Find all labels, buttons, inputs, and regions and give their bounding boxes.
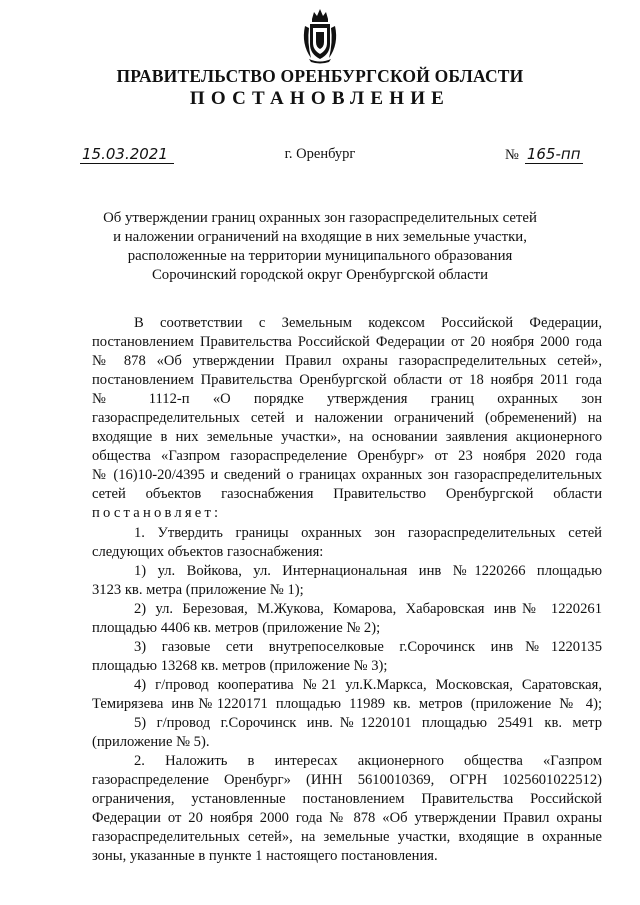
body-line: газораспределительных сетей и наложении ограничений (обременений) на: [92, 410, 602, 427]
body-line: общества «Газпром газораспределение Оренбург» от 23 ноября 2020 года: [92, 448, 602, 465]
decree-city: г. Оренбург: [284, 146, 356, 162]
decree-title: [80, 209, 560, 285]
title-line: Об утверждении границ охранных зон газораспределительных сетей: [103, 210, 537, 226]
body-line: сетей объектов газоснабжения Правительство Оренбургской области: [92, 486, 602, 503]
item-line: 3123 кв. метра (приложение № 1);: [92, 581, 304, 598]
body-line: входящие в них земельные участки», на основании заявления акционерного: [92, 429, 602, 446]
item-line: 5) г/провод г.Сорочинск инв.№1220101 площадью 25491 кв. метр: [134, 714, 602, 731]
clause-2-line: газораспределение Оренбург» (ИНН 5610010369, ОГРН 1025601022512): [92, 772, 602, 789]
title-line: расположенные на территории муниципального образования: [127, 248, 513, 264]
body-line: № 1112-п «О порядке утверждения границ охранных зон: [92, 391, 602, 408]
item-line: площадью 13268 кв. метров (приложение № 3);: [92, 657, 388, 674]
item-line: (приложение № 5).: [92, 734, 210, 751]
body-line: № 878 «Об утверждении Правил охраны газораспределительных сетей»,: [92, 353, 602, 370]
decree-body: [92, 314, 602, 866]
item-line: 2) ул. Березовая, М.Жукова, Комарова, Хабаровская инв№ 1220261: [134, 600, 602, 617]
item-line: 3) газовые сети внутрепоселковые г.Сорочинск инв№1220135: [134, 638, 602, 655]
body-line-resolves: постановляет:: [92, 505, 222, 522]
item-line: Темирязева инв№1220171 площадью 11989 кв. метров (приложение № 4);: [92, 695, 602, 712]
body-line: В соответствии с Земельным кодексом Российской Федерации,: [134, 315, 602, 331]
clause-2-line: Федерации от 20 ноября 2000 года № 878 «Об утверждении Правил охраны: [92, 810, 602, 827]
document-type: ПОСТАНОВЛЕНИЕ: [189, 88, 451, 109]
body-line: постановлением Правительства Российской Федерации от 20 ноября 2000 года: [92, 334, 602, 351]
clause-1-line: 1. Утвердить границы охранных зон газораспределительных сетей: [134, 524, 602, 541]
title-line: и наложении ограничений на входящие в них земельные участки,: [113, 229, 527, 245]
title-line: Сорочинский городской округ Оренбургской области: [151, 267, 489, 283]
date-value: 15.03.2021: [80, 146, 174, 164]
item-line: площадью 4406 кв. метров (приложение № 2);: [92, 619, 381, 636]
item-line: 1) ул. Войкова, ул. Интернациональная инв №1220266 площадью: [134, 562, 602, 579]
clause-2-line: 2. Наложить в интересах акционерного общества «Газпром: [134, 753, 602, 770]
body-line: постановлением Правительства Оренбургской области от 18 ноября 2011 года: [92, 372, 602, 389]
clause-2-line: газораспределительных сетей», на земельные участки, входящие в охранные: [92, 829, 602, 846]
decree-number: [505, 146, 583, 164]
clause-2-line: зоны, указанные в пункте 1 настоящего постановления.: [92, 848, 438, 865]
body-line: № (16)10-20/4395 и сведений о границах охранных зон газораспределительных: [92, 467, 602, 484]
clause-2-line: ограничения, установленные постановлением Правительства Российской: [92, 791, 602, 808]
item-line: 4) г/провод кооператива №21 ул.К.Маркса, Московская, Саратовская,: [134, 676, 602, 693]
government-name: ПРАВИТЕЛЬСТВО ОРЕНБУРГСКОЙ ОБЛАСТИ: [116, 66, 524, 86]
clause-1-line: следующих объектов газоснабжения:: [92, 543, 324, 560]
coat-of-arms-emblem: [299, 6, 341, 64]
number-prefix: №: [505, 147, 519, 163]
number-value: 165-пп: [526, 145, 581, 163]
